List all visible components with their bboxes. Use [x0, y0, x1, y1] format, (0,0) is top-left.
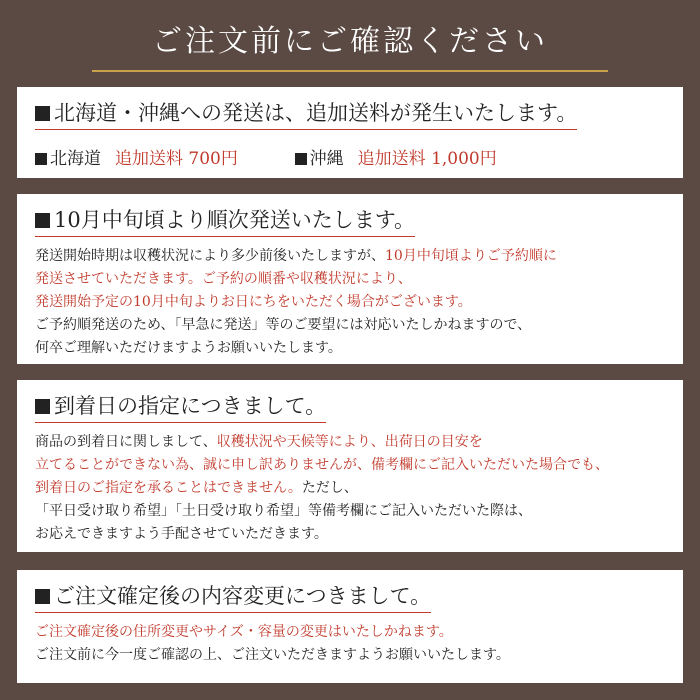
square-bullet-icon	[35, 399, 50, 414]
fee-region: 北海道	[50, 149, 101, 169]
body-line: 立てることができない為、誠に申し訳ありませんが、備考欄にご記入いただいた場合でも、	[35, 457, 609, 473]
body-line: 到着日のご指定を承ることはできません。ただし、	[35, 480, 358, 496]
fee-list	[35, 144, 665, 169]
card-body	[35, 245, 665, 360]
fee-amount: 追加送料 700円	[115, 149, 238, 169]
square-bullet-icon	[295, 153, 307, 165]
body-line: 発送開始予定の10月中旬よりお日にちをいただく場合がございます。	[35, 294, 472, 310]
heading-text: 10月中旬頃より順次発送いたします。	[54, 208, 416, 232]
title-underline	[92, 70, 608, 72]
card-body	[35, 621, 665, 667]
heading-text: ご注文確定後の内容変更につきまして。	[54, 584, 432, 608]
heading-text: 北海道・沖縄への発送は、追加送料が発生いたします。	[54, 101, 578, 125]
fee-item-hokkaido	[35, 144, 238, 169]
page-title: ご注文前にご確認ください	[152, 24, 548, 59]
heading-text: 到着日の指定につきまして。	[54, 394, 327, 418]
body-line: お応えできますよう手配させていただきます。	[35, 526, 328, 542]
card-heading	[35, 390, 326, 423]
body-line: ご注文確定後の住所変更やサイズ・容量の変更はいたしかねます。	[35, 624, 453, 640]
card-heading	[35, 97, 577, 130]
body-line: ご予約順発送のため、「早急に発送」等のご要望には対応いたしかねますので、	[35, 317, 532, 333]
square-bullet-icon	[35, 213, 50, 228]
body-line: 「平日受け取り希望」「土日受け取り希望」等備考欄にご記入いただいた際は、	[35, 503, 532, 519]
card-heading	[35, 580, 431, 613]
fee-amount: 追加送料 1,000円	[357, 149, 497, 169]
square-bullet-icon	[35, 153, 47, 165]
delivery-date-card	[17, 380, 683, 552]
body-line: 発送開始時期は収穫状況により多少前後いたしますが、10月中旬頃よりご予約順に	[35, 248, 557, 264]
shipping-schedule-card	[17, 194, 683, 364]
fee-region: 沖縄	[309, 149, 344, 169]
body-line: ご注文前に今一度ご確認の上、ご注文いただきますようお願いいたします。	[35, 647, 510, 663]
body-line: 何卒ご理解いただけますようお願いいたします。	[35, 340, 342, 356]
square-bullet-icon	[35, 589, 50, 604]
card-body	[35, 431, 665, 546]
square-bullet-icon	[35, 106, 50, 121]
order-change-card	[17, 570, 683, 683]
body-line: 商品の到着日に関しまして、収穫状況や天候等により、出荷日の目安を	[35, 434, 483, 450]
body-line: 発送させていただきます。ご予約の順番や収穫状況により、	[35, 271, 412, 287]
fee-item-okinawa	[295, 144, 497, 169]
card-heading	[35, 204, 415, 237]
shipping-fee-card	[17, 87, 683, 178]
